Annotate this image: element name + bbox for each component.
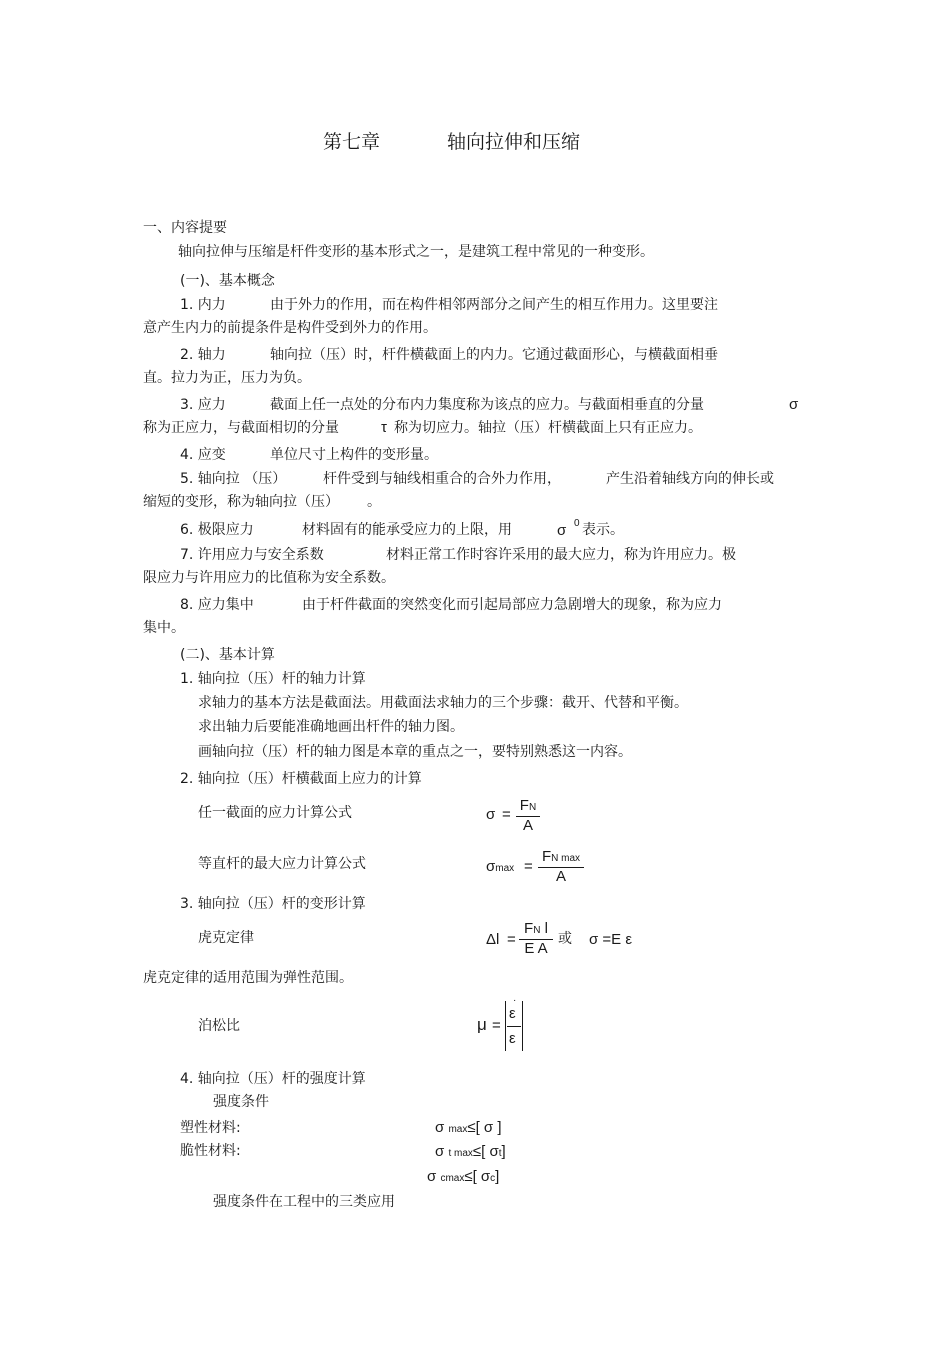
concept-6-line1: 材料固有的能承受应力的上限，用 — [302, 522, 512, 538]
brittle-material-label: 脆性材料: — [180, 1143, 241, 1159]
hooke-lhs: Δl — [486, 931, 500, 948]
calc-heading: (二)、基本计算 — [180, 647, 275, 663]
formula-1-num: F — [519, 797, 529, 814]
sigma-zero-symbol: σ — [557, 522, 567, 539]
formula-2-lhs-sub: max — [495, 863, 515, 874]
formula-2-den: A — [538, 867, 584, 885]
calc-1-heading: 1. 轴向拉（压）杆的轴力计算 — [180, 671, 366, 687]
strength-formula-2: σ t max≤[ σt] — [435, 1143, 506, 1160]
formula-1-num-sub: N — [528, 802, 537, 813]
formula-2-equals: = — [524, 858, 533, 875]
hooke-num-f: F — [524, 920, 534, 937]
sigma-zero-superscript: 0 — [574, 518, 580, 529]
concept-5-line2: 缩短的变形，称为轴向拉（压） — [143, 494, 339, 510]
concept-3-line2a: 称为正应力，与截面相切的分量 — [143, 420, 339, 436]
strength-formula-3: σ cmax≤[ σc] — [427, 1168, 500, 1185]
hooke-num-sub: N — [533, 925, 541, 936]
concept-5-line1b: 产生沿着轴线方向的伸长或 — [606, 471, 774, 487]
concept-5-term: 5. 轴向拉 （压） — [180, 471, 287, 487]
poisson-lhs: μ — [477, 1015, 487, 1034]
sigma-symbol: σ — [789, 396, 799, 413]
poisson-den: ε — [509, 1030, 516, 1047]
poisson-prime-dot: · — [513, 995, 517, 1006]
hooke-or: 或 — [558, 931, 572, 947]
poisson-label: 泊松比 — [198, 1018, 240, 1034]
formula-2-lhs: σmax — [486, 858, 515, 875]
concept-7-term: 7. 许用应力与安全系数 — [180, 547, 324, 563]
section-heading: 一、内容提要 — [143, 220, 227, 236]
calc-3-heading: 3. 轴向拉（压）杆的变形计算 — [180, 896, 366, 912]
tau-symbol: τ — [381, 419, 387, 436]
concept-5-line2-end: 。 — [367, 494, 381, 510]
formula-1-label: 任一截面的应力计算公式 — [198, 805, 352, 821]
hooke-den: E A — [519, 939, 553, 957]
concept-8-line2: 集中。 — [143, 620, 185, 636]
hooke-alt-formula: σ =E ε — [589, 931, 633, 948]
concept-1-term: 1. 内力 — [180, 297, 226, 313]
strength-condition-label: 强度条件 — [213, 1094, 269, 1110]
calc-2-heading: 2. 轴向拉（压）杆横截面上应力的计算 — [180, 771, 422, 787]
formula-1-lhs: σ — [486, 806, 496, 823]
concept-8-line1: 由于杆件截面的突然变化而引起局部应力急剧增大的现象，称为应力 — [302, 597, 722, 613]
plastic-material-label: 塑性材料: — [180, 1120, 241, 1136]
intro-text: 轴向拉伸与压缩是杆件变形的基本形式之一，是建筑工程中常见的一种变形。 — [178, 244, 654, 260]
hooke-range-text: 虎克定律的适用范围为弹性范围。 — [143, 970, 353, 986]
formula-2-num-sub: N max — [551, 853, 581, 864]
formula-2-label: 等直杆的最大应力计算公式 — [198, 856, 366, 872]
concept-2-line2: 直。拉力为正，压力为负。 — [143, 370, 311, 386]
concept-3-term: 3. 应力 — [180, 397, 226, 413]
formula-1-den: A — [516, 816, 540, 834]
strength-formula-1: σ max≤[ σ ] — [435, 1119, 502, 1136]
formula-2-num: F — [541, 848, 552, 865]
concept-6-term: 6. 极限应力 — [180, 522, 254, 538]
calc-1-line3: 画轴向拉（压）杆的轴力图是本章的重点之一，要特别熟悉这一内容。 — [198, 744, 632, 760]
concept-3-line1: 截面上任一点处的分布内力集度称为该点的应力。与截面相垂直的分量 — [270, 397, 704, 413]
concept-4-term: 4. 应变 — [180, 447, 226, 463]
concept-1-line2: 意产生内力的前提条件是构件受到外力的作用。 — [143, 320, 437, 336]
concept-4-line1: 单位尺寸上构件的变形量。 — [270, 447, 438, 463]
concepts-heading: (一)、基本概念 — [180, 273, 275, 289]
poisson-fraction-line — [507, 1026, 521, 1027]
hooke-equals: = — [507, 931, 516, 948]
concept-8-term: 8. 应力集中 — [180, 597, 254, 613]
concept-2-term: 2. 轴力 — [180, 347, 226, 363]
hooke-label: 虎克定律 — [198, 930, 254, 946]
abs-bar-right — [522, 1001, 523, 1051]
calc-4-heading: 4. 轴向拉（压）杆的强度计算 — [180, 1071, 366, 1087]
chapter-number: 第七章 — [323, 131, 381, 153]
concept-1-line1: 由于外力的作用，而在构件相邻两部分之间产生的相互作用力。这里要注 — [270, 297, 718, 313]
formula-2-fraction — [538, 848, 584, 885]
strength-applications-text: 强度条件在工程中的三类应用 — [213, 1194, 395, 1210]
concept-7-line1: 材料正常工作时容许采用的最大应力，称为许用应力。极 — [386, 547, 736, 563]
chapter-title: 轴向拉伸和压缩 — [447, 131, 581, 153]
poisson-equals: = — [492, 1017, 501, 1034]
calc-1-line2: 求出轴力后要能准确地画出杆件的轴力图。 — [198, 719, 464, 735]
formula-1-equals: = — [502, 806, 511, 823]
hooke-fraction — [519, 920, 553, 957]
hooke-num-l: l — [544, 920, 548, 937]
concept-6-end: 表示。 — [582, 522, 624, 538]
concept-3-line2b: 称为切应力。轴拉（压）杆横截面上只有正应力。 — [394, 420, 702, 436]
concept-5-line1a: 杆件受到与轴线相重合的合外力作用， — [323, 471, 561, 487]
abs-bar-left — [505, 1001, 506, 1051]
concept-7-line2: 限应力与许用应力的比值称为安全系数。 — [143, 570, 395, 586]
poisson-num: ε — [509, 1005, 516, 1022]
concept-2-line1: 轴向拉（压）时，杆件横截面上的内力。它通过截面形心，与横截面相垂 — [270, 347, 718, 363]
calc-1-line1: 求轴力的基本方法是截面法。用截面法求轴力的三个步骤：截开、代替和平衡。 — [198, 695, 688, 711]
formula-1-fraction — [516, 797, 540, 834]
